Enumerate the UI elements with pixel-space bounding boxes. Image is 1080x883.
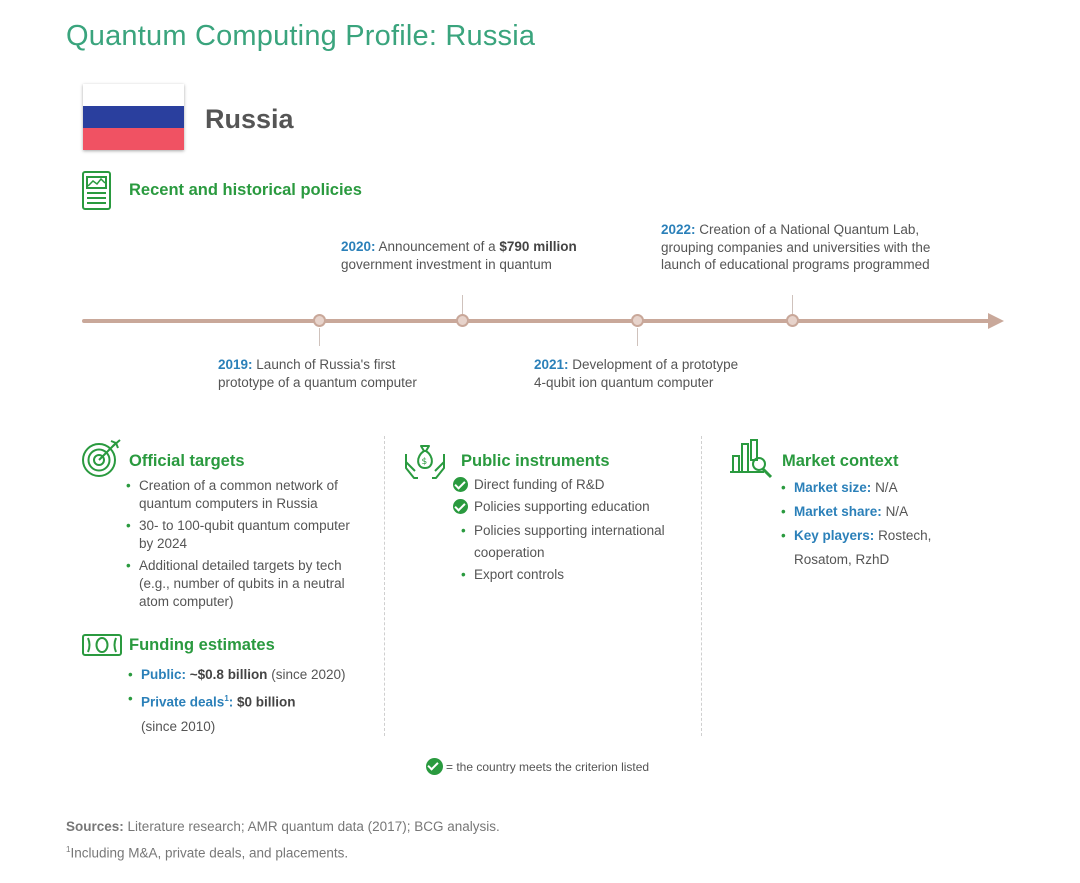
funding-private: • Private deals$^1$: $0 billion (since 2010) xyxy=(128,687,378,739)
policies-section-title: Recent and historical policies xyxy=(129,181,362,199)
banknote-icon xyxy=(81,633,123,657)
footnote: $^1$Including M&A, private deals, and placements. xyxy=(66,845,349,861)
instrument-item: • Export controls xyxy=(461,564,693,586)
timeline-dot-2022 xyxy=(786,314,799,327)
legend: = the country meets the criterion listed xyxy=(426,758,649,775)
public-instruments-title: Public instruments xyxy=(461,452,610,470)
sources-note: Sources: Literature research; AMR quantum data (2017); BCG analysis. xyxy=(66,819,500,834)
official-targets-list xyxy=(126,477,376,611)
instrument-item: Policies supporting education xyxy=(453,498,693,520)
timeline-dot-2021 xyxy=(631,314,644,327)
document-chart-icon xyxy=(81,170,113,212)
check-icon xyxy=(426,758,443,775)
public-instruments-list xyxy=(453,476,693,586)
timeline-tick-2022 xyxy=(792,295,793,315)
check-icon xyxy=(453,477,468,492)
column-divider-1 xyxy=(384,436,385,736)
timeline-event-2019: 2019: Launch of Russia's first prototype of a quantum computer xyxy=(218,357,417,390)
timeline-event-2020: 2020: Announcement of a $790 million government investment in quantum xyxy=(341,239,577,272)
page-title: Quantum Computing Profile: Russia xyxy=(66,20,536,52)
target-item: • 30- to 100-qubit quantum computer by 2024 xyxy=(126,517,376,553)
market-share: • Market share: N/A xyxy=(781,500,1041,524)
official-targets-title: Official targets xyxy=(129,452,245,470)
timeline-dot-2020 xyxy=(456,314,469,327)
market-context-list xyxy=(781,476,1041,572)
country-name: Russia xyxy=(205,104,294,134)
instrument-item: • Policies supporting international cooperation xyxy=(461,520,693,564)
hands-money-bag-icon xyxy=(402,440,448,482)
market-context-title: Market context xyxy=(782,452,899,470)
bar-chart-magnifier-icon xyxy=(728,436,776,480)
target-item: • Additional detailed targets by tech (e.g., number of qubits in a neutral atom computer) xyxy=(126,557,376,611)
timeline-dot-2019 xyxy=(313,314,326,327)
timeline xyxy=(80,308,1010,334)
timeline-tick-2019 xyxy=(319,328,320,346)
svg-text:$: $ xyxy=(421,457,428,467)
timeline-tick-2020 xyxy=(462,295,463,315)
target-item: • Creation of a common network of quantum computers in Russia xyxy=(126,477,376,513)
russia-flag xyxy=(83,84,184,150)
funding-list xyxy=(128,663,378,739)
funding-public: • Public: ~$0.8 billion (since 2020) xyxy=(128,663,378,687)
check-icon xyxy=(453,499,468,514)
timeline-event-2022: 2022: Creation of a National Quantum Lab, grouping companies and universities with the launch of educational programs programmed xyxy=(661,222,931,272)
key-players: • Key players: Rostech, Rosatom, RzhD xyxy=(781,524,1041,572)
timeline-event-2021: 2021: Development of a prototype 4-qubit ion quantum computer xyxy=(534,357,739,390)
instrument-item: Direct funding of R&D xyxy=(453,476,693,498)
column-divider-2 xyxy=(701,436,702,736)
market-size: • Market size: N/A xyxy=(781,476,1041,500)
funding-estimates-title: Funding estimates xyxy=(129,636,275,654)
timeline-tick-2021 xyxy=(637,328,638,346)
target-icon xyxy=(80,437,124,479)
